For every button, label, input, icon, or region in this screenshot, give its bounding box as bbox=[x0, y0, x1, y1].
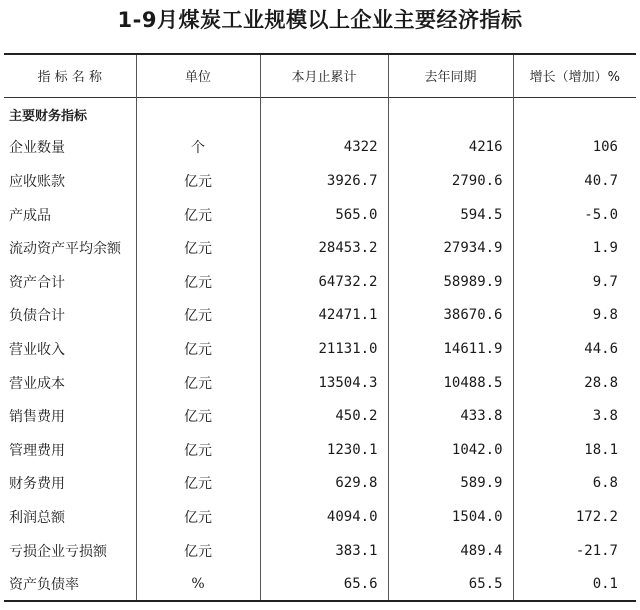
indicator-name-cell: 销售费用 bbox=[9, 409, 65, 426]
table-row bbox=[4, 534, 636, 568]
current-value-cell: 383.1 bbox=[260, 534, 388, 568]
growth-value-cell: 0.1 bbox=[513, 567, 636, 601]
section-row bbox=[4, 97, 636, 131]
growth-value-cell: 18.1 bbox=[513, 433, 636, 467]
prior-value-cell: 1504.0 bbox=[388, 500, 513, 534]
indicator-name-cell: 财务费用 bbox=[9, 476, 65, 493]
current-value-cell: 565.0 bbox=[260, 198, 388, 232]
growth-value-cell: 9.7 bbox=[513, 265, 636, 299]
header-growth: 增长（增加）% bbox=[513, 54, 636, 97]
indicator-name-cell: 亏损企业亏损额 bbox=[9, 543, 107, 560]
prior-value-cell: 38670.6 bbox=[388, 299, 513, 333]
growth-value-cell: 6.8 bbox=[513, 467, 636, 501]
prior-value-cell: 10488.5 bbox=[388, 366, 513, 400]
current-value-cell: 65.6 bbox=[260, 567, 388, 601]
current-value-cell: 3926.7 bbox=[260, 164, 388, 198]
prior-value-cell: 65.5 bbox=[388, 567, 513, 601]
prior-value-cell: 1042.0 bbox=[388, 433, 513, 467]
prior-value-cell: 2790.6 bbox=[388, 164, 513, 198]
header-current-cumulative: 本月止累计 bbox=[260, 54, 388, 97]
unit-cell: 亿元 bbox=[136, 299, 260, 333]
indicator-name-cell: 管理费用 bbox=[9, 442, 65, 459]
empty-cell bbox=[388, 97, 513, 131]
unit-cell: % bbox=[136, 567, 260, 601]
table-row bbox=[4, 164, 636, 198]
table-row bbox=[4, 467, 636, 501]
current-value-cell: 13504.3 bbox=[260, 366, 388, 400]
table-row bbox=[4, 299, 636, 333]
growth-value-cell: 1.9 bbox=[513, 231, 636, 265]
growth-value-cell: 106 bbox=[513, 131, 636, 165]
table-row bbox=[4, 231, 636, 265]
unit-cell: 亿元 bbox=[136, 164, 260, 198]
current-value-cell: 21131.0 bbox=[260, 332, 388, 366]
growth-value-cell: 44.6 bbox=[513, 332, 636, 366]
prior-value-cell: 27934.9 bbox=[388, 231, 513, 265]
indicator-table bbox=[4, 53, 636, 602]
unit-cell: 亿元 bbox=[136, 433, 260, 467]
page-title: 1-9月煤炭工业规模以上企业主要经济指标 bbox=[117, 8, 523, 32]
prior-value-cell: 14611.9 bbox=[388, 332, 513, 366]
current-value-cell: 28453.2 bbox=[260, 231, 388, 265]
growth-value-cell: 3.8 bbox=[513, 399, 636, 433]
prior-value-cell: 489.4 bbox=[388, 534, 513, 568]
growth-value-cell: 40.7 bbox=[513, 164, 636, 198]
table-row bbox=[4, 500, 636, 534]
unit-cell: 亿元 bbox=[136, 534, 260, 568]
prior-value-cell: 4216 bbox=[388, 131, 513, 165]
unit-cell: 亿元 bbox=[136, 467, 260, 501]
empty-cell bbox=[260, 97, 388, 131]
indicator-name-cell: 企业数量 bbox=[9, 140, 65, 157]
empty-cell bbox=[136, 97, 260, 131]
prior-value-cell: 433.8 bbox=[388, 399, 513, 433]
unit-cell: 亿元 bbox=[136, 366, 260, 400]
indicator-name-cell: 流动资产平均余额 bbox=[9, 241, 121, 258]
growth-value-cell: -5.0 bbox=[513, 198, 636, 232]
empty-cell bbox=[513, 97, 636, 131]
unit-cell: 个 bbox=[136, 131, 260, 165]
growth-value-cell: 9.8 bbox=[513, 299, 636, 333]
table-row bbox=[4, 131, 636, 165]
table-header-row bbox=[4, 54, 636, 97]
indicator-name-cell: 营业收入 bbox=[9, 341, 65, 358]
table-row bbox=[4, 265, 636, 299]
prior-value-cell: 594.5 bbox=[388, 198, 513, 232]
growth-value-cell: 172.2 bbox=[513, 500, 636, 534]
indicator-name-cell: 资产合计 bbox=[9, 274, 65, 291]
current-value-cell: 4094.0 bbox=[260, 500, 388, 534]
indicator-name-cell: 利润总额 bbox=[9, 509, 65, 526]
header-prior-year: 去年同期 bbox=[388, 54, 513, 97]
section-label: 主要财务指标 bbox=[9, 108, 88, 124]
header-unit: 单位 bbox=[136, 54, 260, 97]
current-value-cell: 64732.2 bbox=[260, 265, 388, 299]
indicator-name-cell: 营业成本 bbox=[9, 375, 65, 392]
unit-cell: 亿元 bbox=[136, 399, 260, 433]
table-row bbox=[4, 399, 636, 433]
unit-cell: 亿元 bbox=[136, 265, 260, 299]
unit-cell: 亿元 bbox=[136, 231, 260, 265]
indicator-name-cell: 应收账款 bbox=[9, 173, 65, 190]
table-row bbox=[4, 198, 636, 232]
current-value-cell: 42471.1 bbox=[260, 299, 388, 333]
unit-cell: 亿元 bbox=[136, 198, 260, 232]
header-indicator-name: 指 标 名 称 bbox=[37, 70, 102, 86]
table-row bbox=[4, 567, 636, 601]
prior-value-cell: 589.9 bbox=[388, 467, 513, 501]
prior-value-cell: 58989.9 bbox=[388, 265, 513, 299]
growth-value-cell: -21.7 bbox=[513, 534, 636, 568]
unit-cell: 亿元 bbox=[136, 332, 260, 366]
growth-value-cell: 28.8 bbox=[513, 366, 636, 400]
table-row bbox=[4, 366, 636, 400]
indicator-name-cell: 负债合计 bbox=[9, 308, 65, 325]
table-body bbox=[4, 97, 636, 601]
indicator-name-cell: 产成品 bbox=[9, 207, 51, 224]
current-value-cell: 1230.1 bbox=[260, 433, 388, 467]
table-row bbox=[4, 332, 636, 366]
unit-cell: 亿元 bbox=[136, 500, 260, 534]
current-value-cell: 629.8 bbox=[260, 467, 388, 501]
current-value-cell: 450.2 bbox=[260, 399, 388, 433]
current-value-cell: 4322 bbox=[260, 131, 388, 165]
table-row bbox=[4, 433, 636, 467]
indicator-name-cell: 资产负债率 bbox=[9, 576, 79, 593]
